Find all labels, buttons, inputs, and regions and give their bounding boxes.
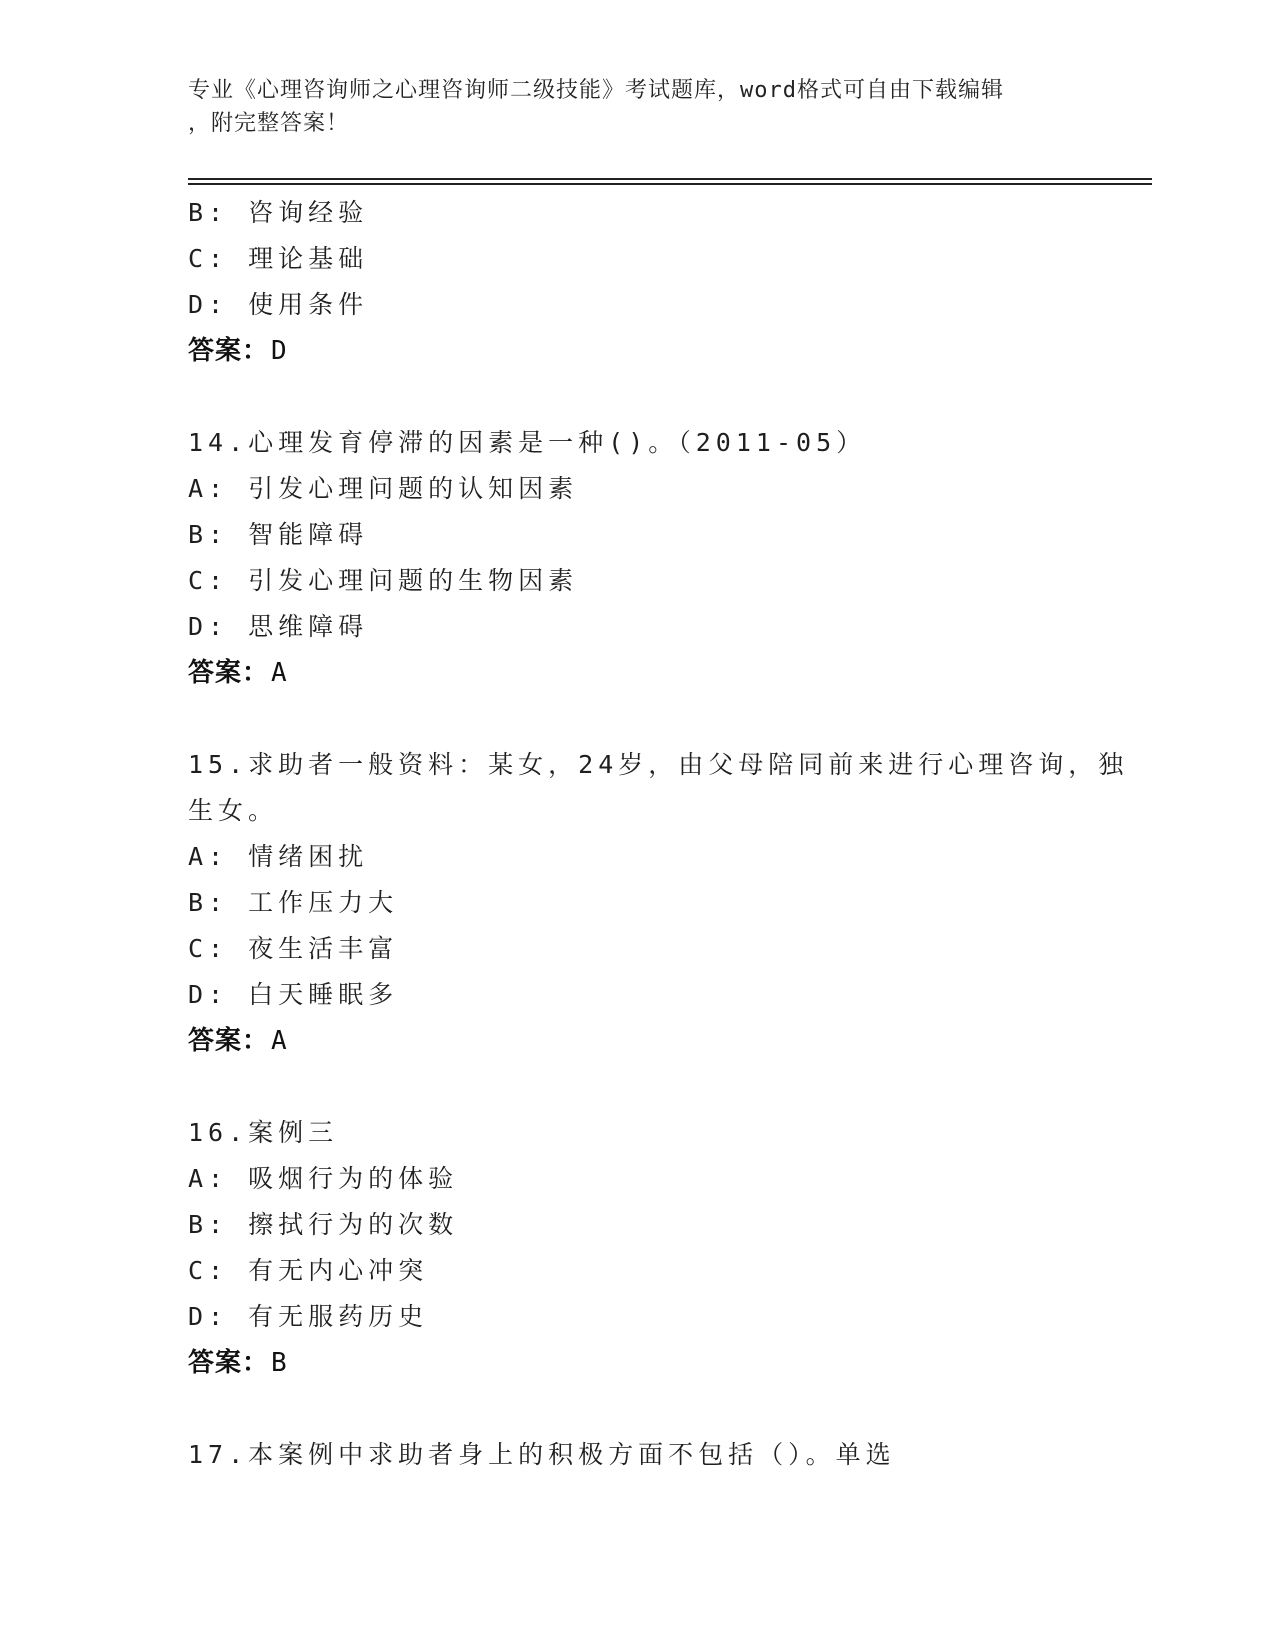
answer-line: 答案：D <box>188 336 288 366</box>
question-13-continued <box>188 190 1138 374</box>
question-gap <box>188 374 1138 420</box>
option-d: D: 使用条件 <box>188 290 369 319</box>
option-c: C: 引发心理问题的生物因素 <box>188 566 579 595</box>
question-15 <box>188 742 1138 1064</box>
answer-line: 答案：A <box>188 658 288 688</box>
question-list <box>188 190 1138 1478</box>
question-gap <box>188 1064 1138 1110</box>
question-gap <box>188 1386 1138 1432</box>
header-rule-top <box>188 178 1152 180</box>
answer-line: 答案：A <box>188 1026 288 1056</box>
option-a: A: 引发心理问题的认知因素 <box>188 474 579 503</box>
option-d: D: 白天睡眠多 <box>188 980 399 1009</box>
option-d: D: 有无服药历史 <box>188 1302 429 1331</box>
option-c: C: 理论基础 <box>188 244 369 273</box>
question-stem-line-1: 15.求助者一般资料：某女，24岁，由父母陪同前来进行心理咨询，独 <box>188 750 1129 779</box>
header-line-1: 专业《心理咨询师之心理咨询师二级技能》考试题库，word格式可自由下载编辑 <box>188 78 1004 103</box>
document-header <box>188 74 1088 140</box>
option-c: C: 有无内心冲突 <box>188 1256 429 1285</box>
option-d: D: 思维障碍 <box>188 612 369 641</box>
question-stem: 17.本案例中求助者身上的积极方面不包括（）。单选 <box>188 1440 896 1469</box>
option-a: A: 情绪困扰 <box>188 842 369 871</box>
header-line-2: ，附完整答案！ <box>188 111 350 136</box>
option-a: A: 吸烟行为的体验 <box>188 1164 459 1193</box>
option-b: B: 擦拭行为的次数 <box>188 1210 459 1239</box>
answer-line: 答案：B <box>188 1348 288 1378</box>
question-17 <box>188 1432 1138 1478</box>
question-14 <box>188 420 1138 696</box>
question-stem: 14.心理发育停滞的因素是一种()。（2011-05） <box>188 428 867 457</box>
question-gap <box>188 696 1138 742</box>
option-b: B: 工作压力大 <box>188 888 399 917</box>
header-rule-bottom <box>188 183 1152 185</box>
question-stem: 16.案例三 <box>188 1118 339 1147</box>
option-b: B: 咨询经验 <box>188 198 369 227</box>
option-b: B: 智能障碍 <box>188 520 369 549</box>
option-c: C: 夜生活丰富 <box>188 934 399 963</box>
question-16 <box>188 1110 1138 1386</box>
question-stem-line-2: 生女。 <box>188 796 279 825</box>
